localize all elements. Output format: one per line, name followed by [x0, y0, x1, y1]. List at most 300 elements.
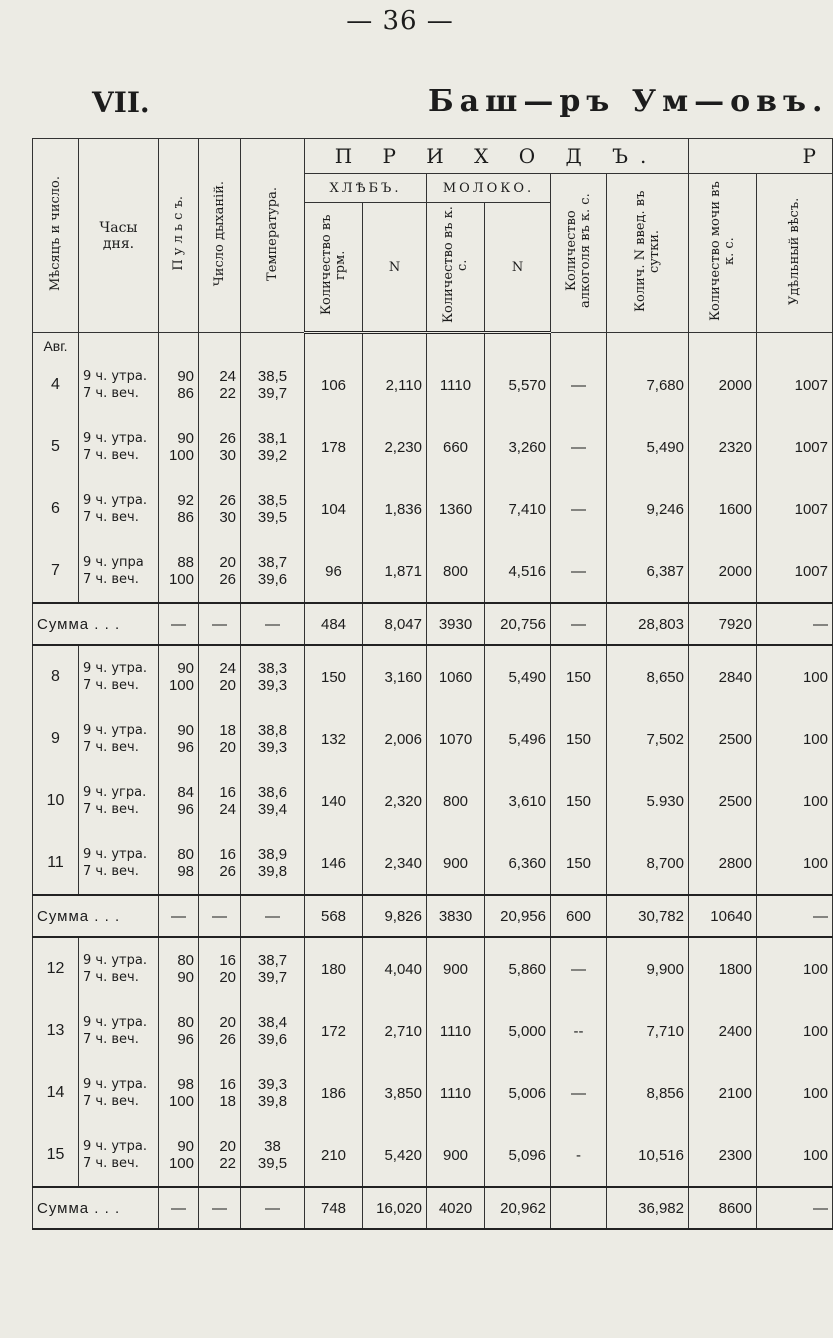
- respiration-cell-evening: 18: [219, 1093, 236, 1110]
- day-number: 14: [33, 1062, 79, 1124]
- respiration-cell: [199, 1000, 241, 1062]
- milk-qty-cell: 1060: [427, 645, 485, 708]
- bread-qty-cell: 180: [305, 937, 363, 1000]
- pulse-cell-evening: 100: [168, 677, 194, 694]
- header-bread-n: N: [363, 203, 427, 333]
- hours-cell-morning: 9 ч. утра.: [83, 661, 147, 676]
- hours-cell: [79, 770, 159, 832]
- pulse-cell-morning: 92: [177, 492, 194, 509]
- respiration-cell-morning: 24: [219, 368, 236, 385]
- pulse-cell: [159, 1062, 199, 1124]
- nitrogen-total-cell: 7,680: [607, 354, 689, 416]
- pulse-cell-morning: 90: [177, 660, 194, 677]
- table-row: [33, 645, 833, 708]
- milk-qty-cell: 1110: [427, 354, 485, 416]
- milk-n-cell: 4,516: [485, 540, 551, 603]
- bread-n-cell: 2,320: [363, 770, 427, 832]
- pulse-cell-evening: 98: [177, 863, 194, 880]
- pulse-cell-evening: 96: [177, 1031, 194, 1048]
- milk-qty-cell: 900: [427, 1124, 485, 1187]
- pulse-cell-evening: 100: [168, 447, 194, 464]
- table-row: [33, 832, 833, 895]
- urine-qty-cell: 2400: [689, 1000, 757, 1062]
- hours-cell-evening: 7 ч. веч.: [83, 802, 139, 817]
- sum-milk-n: 20,956: [485, 895, 551, 937]
- urine-qty-cell: 2500: [689, 770, 757, 832]
- day-number: 5: [33, 416, 79, 478]
- bread-n-cell: 2,230: [363, 416, 427, 478]
- milk-n-cell: 3,610: [485, 770, 551, 832]
- hours-cell-morning: 9 ч. утра.: [83, 369, 147, 384]
- respiration-cell-evening: 20: [219, 739, 236, 756]
- specific-gravity-cell: 100: [757, 937, 833, 1000]
- patient-heading: Баш—ръ Ум—овъ.: [428, 84, 829, 119]
- pulse-cell-evening: 96: [177, 739, 194, 756]
- table-row: [33, 540, 833, 603]
- milk-qty-cell: 1110: [427, 1062, 485, 1124]
- respiration-cell: [199, 937, 241, 1000]
- sum-label: Сумма . . .: [33, 1187, 159, 1229]
- specific-gravity-cell: 100: [757, 1124, 833, 1187]
- temperature-cell-morning: 38,6: [257, 784, 288, 801]
- respiration-cell-morning: 16: [219, 846, 236, 863]
- urine-qty-cell: 2300: [689, 1124, 757, 1187]
- sum-nitrogen-total: 36,982: [607, 1187, 689, 1229]
- sum-bread-n: 16,020: [363, 1187, 427, 1229]
- urine-qty-cell: 1800: [689, 937, 757, 1000]
- header-hours: Часы дня.: [79, 139, 159, 333]
- header-specific-gravity: Удѣльный вѣсъ.: [757, 174, 833, 333]
- temperature-cell-morning: 38,5: [257, 368, 288, 385]
- header-milk-qty: Количество въ к. с.: [427, 203, 485, 333]
- bread-qty-cell: 210: [305, 1124, 363, 1187]
- hours-cell-evening: 7 ч. веч.: [83, 510, 139, 525]
- hours-cell: [79, 708, 159, 770]
- hours-cell: [79, 937, 159, 1000]
- header-bread-group: ХЛѢБЪ.: [305, 174, 427, 203]
- hours-cell-evening: 7 ч. веч.: [83, 1094, 139, 1109]
- temperature-cell-morning: 38,9: [257, 846, 288, 863]
- bread-qty-cell: 178: [305, 416, 363, 478]
- urine-qty-cell: 2100: [689, 1062, 757, 1124]
- hours-cell-evening: 7 ч. веч.: [83, 678, 139, 693]
- nitrogen-total-cell: 8,650: [607, 645, 689, 708]
- urine-qty-cell: 2840: [689, 645, 757, 708]
- urine-qty-cell: 2000: [689, 540, 757, 603]
- hours-cell-evening: 7 ч. веч.: [83, 864, 139, 879]
- sum-milk-qty: 4020: [427, 1187, 485, 1229]
- pulse-cell: [159, 1000, 199, 1062]
- specific-gravity-cell: 1007: [757, 416, 833, 478]
- respiration-cell-morning: 26: [219, 430, 236, 447]
- bread-n-cell: 2,710: [363, 1000, 427, 1062]
- sum-row: [33, 603, 833, 645]
- observation-table-container: [32, 138, 828, 1218]
- milk-n-cell: 5,570: [485, 354, 551, 416]
- bread-qty-cell: 96: [305, 540, 363, 603]
- table-row: [33, 937, 833, 1000]
- table-body: [33, 333, 833, 1230]
- respiration-cell-evening: 22: [219, 385, 236, 402]
- header-urine-qty: Количество мочи въ к. с.: [689, 174, 757, 333]
- temperature-cell: [241, 354, 305, 416]
- temperature-cell-morning: 38,7: [257, 952, 288, 969]
- sum-urine-qty: 7920: [689, 603, 757, 645]
- sum-pulse: —: [159, 603, 199, 645]
- specific-gravity-cell: 100: [757, 1062, 833, 1124]
- respiration-cell-evening: 30: [219, 509, 236, 526]
- temperature-cell-morning: 38,4: [257, 1014, 288, 1031]
- hours-cell: [79, 540, 159, 603]
- specific-gravity-cell: 100: [757, 645, 833, 708]
- pulse-cell-evening: 100: [168, 1093, 194, 1110]
- pulse-cell: [159, 832, 199, 895]
- alcohol-cell: 150: [551, 708, 607, 770]
- hours-cell-evening: 7 ч. веч.: [83, 448, 139, 463]
- temperature-cell-evening: 39,5: [257, 509, 288, 526]
- respiration-cell-morning: 24: [219, 660, 236, 677]
- nitrogen-total-cell: 9,900: [607, 937, 689, 1000]
- bread-qty-cell: 150: [305, 645, 363, 708]
- day-number: 6: [33, 478, 79, 540]
- bread-qty-cell: 104: [305, 478, 363, 540]
- temperature-cell-evening: 39,4: [257, 801, 288, 818]
- hours-cell-morning: 9 ч. утра.: [83, 1015, 147, 1030]
- sum-pulse: —: [159, 1187, 199, 1229]
- specific-gravity-cell: 1007: [757, 478, 833, 540]
- bread-n-cell: 3,850: [363, 1062, 427, 1124]
- specific-gravity-cell: 1007: [757, 540, 833, 603]
- day-number: 4: [33, 354, 79, 416]
- sum-milk-n: 20,962: [485, 1187, 551, 1229]
- respiration-cell-morning: 20: [219, 554, 236, 571]
- alcohol-cell: —: [551, 1062, 607, 1124]
- hours-cell-morning: 9 ч. утра.: [83, 1139, 147, 1154]
- sum-row: [33, 1187, 833, 1229]
- pulse-cell-morning: 90: [177, 1138, 194, 1155]
- alcohol-cell: --: [551, 1000, 607, 1062]
- milk-qty-cell: 800: [427, 540, 485, 603]
- pulse-cell-morning: 88: [177, 554, 194, 571]
- bread-qty-cell: 140: [305, 770, 363, 832]
- sum-bread-qty: 484: [305, 603, 363, 645]
- day-number: 7: [33, 540, 79, 603]
- milk-qty-cell: 660: [427, 416, 485, 478]
- nitrogen-total-cell: 5,490: [607, 416, 689, 478]
- header-bread-qty: Количество въ грм.: [305, 203, 363, 333]
- table-row: [33, 708, 833, 770]
- temperature-cell-evening: 39,6: [257, 1031, 288, 1048]
- pulse-cell-evening: 86: [177, 385, 194, 402]
- pulse-cell: [159, 540, 199, 603]
- sum-temperature: —: [241, 1187, 305, 1229]
- temperature-cell: [241, 540, 305, 603]
- respiration-cell-evening: 26: [219, 863, 236, 880]
- respiration-cell-evening: 20: [219, 969, 236, 986]
- sum-alcohol: [551, 1187, 607, 1229]
- sum-row: [33, 895, 833, 937]
- temperature-cell: [241, 708, 305, 770]
- hours-cell: [79, 832, 159, 895]
- pulse-cell-morning: 80: [177, 846, 194, 863]
- day-number: 11: [33, 832, 79, 895]
- respiration-cell: [199, 540, 241, 603]
- sum-nitrogen-total: 30,782: [607, 895, 689, 937]
- temperature-cell: [241, 832, 305, 895]
- alcohol-cell: —: [551, 416, 607, 478]
- sum-respiration: —: [199, 603, 241, 645]
- hours-cell-morning: 9 ч. упра: [83, 555, 144, 570]
- temperature-cell: [241, 645, 305, 708]
- header-output-group: Р: [689, 139, 833, 174]
- respiration-cell: [199, 416, 241, 478]
- pulse-cell-evening: 100: [168, 571, 194, 588]
- milk-qty-cell: 1110: [427, 1000, 485, 1062]
- temperature-cell-morning: 38: [264, 1138, 281, 1155]
- respiration-cell: [199, 770, 241, 832]
- sum-specific-gravity: —: [757, 603, 833, 645]
- temperature-cell-evening: 39,8: [257, 1093, 288, 1110]
- day-number: 12: [33, 937, 79, 1000]
- pulse-cell-morning: 90: [177, 368, 194, 385]
- pulse-cell: [159, 708, 199, 770]
- respiration-cell: [199, 1062, 241, 1124]
- day-number: 10: [33, 770, 79, 832]
- pulse-cell-evening: 90: [177, 969, 194, 986]
- temperature-cell-evening: 39,5: [257, 1155, 288, 1172]
- alcohol-cell: 150: [551, 645, 607, 708]
- pulse-cell-morning: 90: [177, 722, 194, 739]
- sum-bread-qty: 748: [305, 1187, 363, 1229]
- table-row: [33, 416, 833, 478]
- sum-alcohol: —: [551, 603, 607, 645]
- milk-qty-cell: 800: [427, 770, 485, 832]
- bread-n-cell: 1,871: [363, 540, 427, 603]
- alcohol-cell: -: [551, 1124, 607, 1187]
- alcohol-cell: —: [551, 478, 607, 540]
- sum-respiration: —: [199, 895, 241, 937]
- alcohol-cell: —: [551, 354, 607, 416]
- sum-milk-qty: 3830: [427, 895, 485, 937]
- hours-cell: [79, 1124, 159, 1187]
- specific-gravity-cell: 1007: [757, 354, 833, 416]
- sum-alcohol: 600: [551, 895, 607, 937]
- header-month-day: Мѣсяцъ и число.: [33, 139, 79, 333]
- pulse-cell: [159, 645, 199, 708]
- hours-cell-morning: 9 ч. угра.: [83, 785, 147, 800]
- pulse-cell: [159, 416, 199, 478]
- temperature-cell-morning: 38,8: [257, 722, 288, 739]
- sum-label: Сумма . . .: [33, 895, 159, 937]
- temperature-cell-evening: 39,2: [257, 447, 288, 464]
- hours-cell: [79, 1062, 159, 1124]
- milk-n-cell: 6,360: [485, 832, 551, 895]
- temperature-cell: [241, 416, 305, 478]
- pulse-cell: [159, 937, 199, 1000]
- temperature-cell: [241, 937, 305, 1000]
- pulse-cell-morning: 98: [177, 1076, 194, 1093]
- bread-qty-cell: 146: [305, 832, 363, 895]
- respiration-cell-morning: 16: [219, 952, 236, 969]
- milk-n-cell: 5,496: [485, 708, 551, 770]
- hours-cell-evening: 7 ч. веч.: [83, 740, 139, 755]
- alcohol-cell: 150: [551, 770, 607, 832]
- pulse-cell-evening: 86: [177, 509, 194, 526]
- temperature-cell: [241, 1000, 305, 1062]
- hours-cell-evening: 7 ч. веч.: [83, 1156, 139, 1171]
- header-respiration: Число дыханій.: [199, 139, 241, 333]
- table-row: [33, 770, 833, 832]
- nitrogen-total-cell: 5.930: [607, 770, 689, 832]
- respiration-cell: [199, 708, 241, 770]
- temperature-cell-morning: 38,1: [257, 430, 288, 447]
- nitrogen-total-cell: 10,516: [607, 1124, 689, 1187]
- temperature-cell-morning: 39,3: [257, 1076, 288, 1093]
- respiration-cell: [199, 1124, 241, 1187]
- nitrogen-total-cell: 8,700: [607, 832, 689, 895]
- header-milk-group: МОЛОКО.: [427, 174, 551, 203]
- urine-qty-cell: 2000: [689, 354, 757, 416]
- sum-urine-qty: 10640: [689, 895, 757, 937]
- respiration-cell-morning: 16: [219, 1076, 236, 1093]
- specific-gravity-cell: 100: [757, 708, 833, 770]
- specific-gravity-cell: 100: [757, 832, 833, 895]
- alcohol-cell: —: [551, 540, 607, 603]
- header-pulse: П у л ь с ъ.: [159, 139, 199, 333]
- respiration-cell-morning: 26: [219, 492, 236, 509]
- urine-qty-cell: 1600: [689, 478, 757, 540]
- hours-cell: [79, 416, 159, 478]
- milk-n-cell: 5,000: [485, 1000, 551, 1062]
- pulse-cell-evening: 100: [168, 1155, 194, 1172]
- sum-milk-n: 20,756: [485, 603, 551, 645]
- bread-n-cell: 3,160: [363, 645, 427, 708]
- hours-cell-evening: 7 ч. веч.: [83, 1032, 139, 1047]
- pulse-cell-morning: 80: [177, 1014, 194, 1031]
- sum-nitrogen-total: 28,803: [607, 603, 689, 645]
- temperature-cell: [241, 770, 305, 832]
- month-row: [33, 333, 833, 355]
- temperature-cell: [241, 1124, 305, 1187]
- specific-gravity-cell: 100: [757, 1000, 833, 1062]
- hours-cell-morning: 9 ч. утра.: [83, 1077, 147, 1092]
- respiration-cell-morning: 16: [219, 784, 236, 801]
- day-number: 8: [33, 645, 79, 708]
- nitrogen-total-cell: 8,856: [607, 1062, 689, 1124]
- pulse-cell: [159, 478, 199, 540]
- pulse-cell: [159, 1124, 199, 1187]
- bread-n-cell: 2,006: [363, 708, 427, 770]
- bread-n-cell: 2,110: [363, 354, 427, 416]
- temperature-cell: [241, 1062, 305, 1124]
- bread-n-cell: 2,340: [363, 832, 427, 895]
- temperature-cell-evening: 39,3: [257, 739, 288, 756]
- respiration-cell-morning: 18: [219, 722, 236, 739]
- bread-qty-cell: 132: [305, 708, 363, 770]
- hours-cell-evening: 7 ч. веч.: [83, 572, 139, 587]
- nitrogen-total-cell: 7,502: [607, 708, 689, 770]
- hours-cell-evening: 7 ч. веч.: [83, 386, 139, 401]
- pulse-cell-evening: 96: [177, 801, 194, 818]
- sum-temperature: —: [241, 895, 305, 937]
- header-alcohol: Количество алкоголя въ к. с.: [551, 174, 607, 333]
- respiration-cell: [199, 645, 241, 708]
- bread-n-cell: 5,420: [363, 1124, 427, 1187]
- page-number: — 36 —: [346, 6, 454, 36]
- bread-n-cell: 4,040: [363, 937, 427, 1000]
- sum-bread-qty: 568: [305, 895, 363, 937]
- milk-qty-cell: 1070: [427, 708, 485, 770]
- pulse-cell: [159, 770, 199, 832]
- bread-qty-cell: 106: [305, 354, 363, 416]
- temperature-cell-morning: 38,5: [257, 492, 288, 509]
- header-temperature: Температура.: [241, 139, 305, 333]
- respiration-cell-evening: 26: [219, 571, 236, 588]
- respiration-cell-evening: 20: [219, 677, 236, 694]
- nitrogen-total-cell: 9,246: [607, 478, 689, 540]
- sum-bread-n: 9,826: [363, 895, 427, 937]
- bread-qty-cell: 172: [305, 1000, 363, 1062]
- respiration-cell-morning: 20: [219, 1014, 236, 1031]
- day-number: 9: [33, 708, 79, 770]
- temperature-cell-morning: 38,7: [257, 554, 288, 571]
- bread-n-cell: 1,836: [363, 478, 427, 540]
- pulse-cell-morning: 90: [177, 430, 194, 447]
- respiration-cell-evening: 22: [219, 1155, 236, 1172]
- hours-cell: [79, 478, 159, 540]
- urine-qty-cell: 2320: [689, 416, 757, 478]
- bread-qty-cell: 186: [305, 1062, 363, 1124]
- pulse-cell: [159, 354, 199, 416]
- urine-qty-cell: 2500: [689, 708, 757, 770]
- hours-cell: [79, 1000, 159, 1062]
- temperature-cell-morning: 38,3: [257, 660, 288, 677]
- sum-respiration: —: [199, 1187, 241, 1229]
- respiration-cell: [199, 832, 241, 895]
- header-intake-group: П Р И Х О Д Ъ.: [305, 139, 689, 174]
- sum-urine-qty: 8600: [689, 1187, 757, 1229]
- milk-qty-cell: 1360: [427, 478, 485, 540]
- alcohol-cell: —: [551, 937, 607, 1000]
- respiration-cell-evening: 26: [219, 1031, 236, 1048]
- temperature-cell-evening: 39,6: [257, 571, 288, 588]
- observation-table: [32, 138, 833, 1230]
- sum-bread-n: 8,047: [363, 603, 427, 645]
- hours-cell-morning: 9 ч. утра.: [83, 953, 147, 968]
- hours-cell-morning: 9 ч. утра.: [83, 493, 147, 508]
- table-row: [33, 1000, 833, 1062]
- month-label: Авг.: [33, 333, 79, 355]
- sum-specific-gravity: —: [757, 895, 833, 937]
- temperature-cell: [241, 478, 305, 540]
- sum-milk-qty: 3930: [427, 603, 485, 645]
- pulse-cell-morning: 84: [177, 784, 194, 801]
- specific-gravity-cell: 100: [757, 770, 833, 832]
- table-row: [33, 354, 833, 416]
- temperature-cell-evening: 39,7: [257, 385, 288, 402]
- sum-pulse: —: [159, 895, 199, 937]
- header-nitrogen-total: Колич. N введ. въ сутки.: [607, 174, 689, 333]
- day-number: 15: [33, 1124, 79, 1187]
- milk-n-cell: 5,096: [485, 1124, 551, 1187]
- header-milk-n: N: [485, 203, 551, 333]
- table-row: [33, 1062, 833, 1124]
- sum-temperature: —: [241, 603, 305, 645]
- sum-label: Сумма . . .: [33, 603, 159, 645]
- urine-qty-cell: 2800: [689, 832, 757, 895]
- alcohol-cell: 150: [551, 832, 607, 895]
- sum-specific-gravity: —: [757, 1187, 833, 1229]
